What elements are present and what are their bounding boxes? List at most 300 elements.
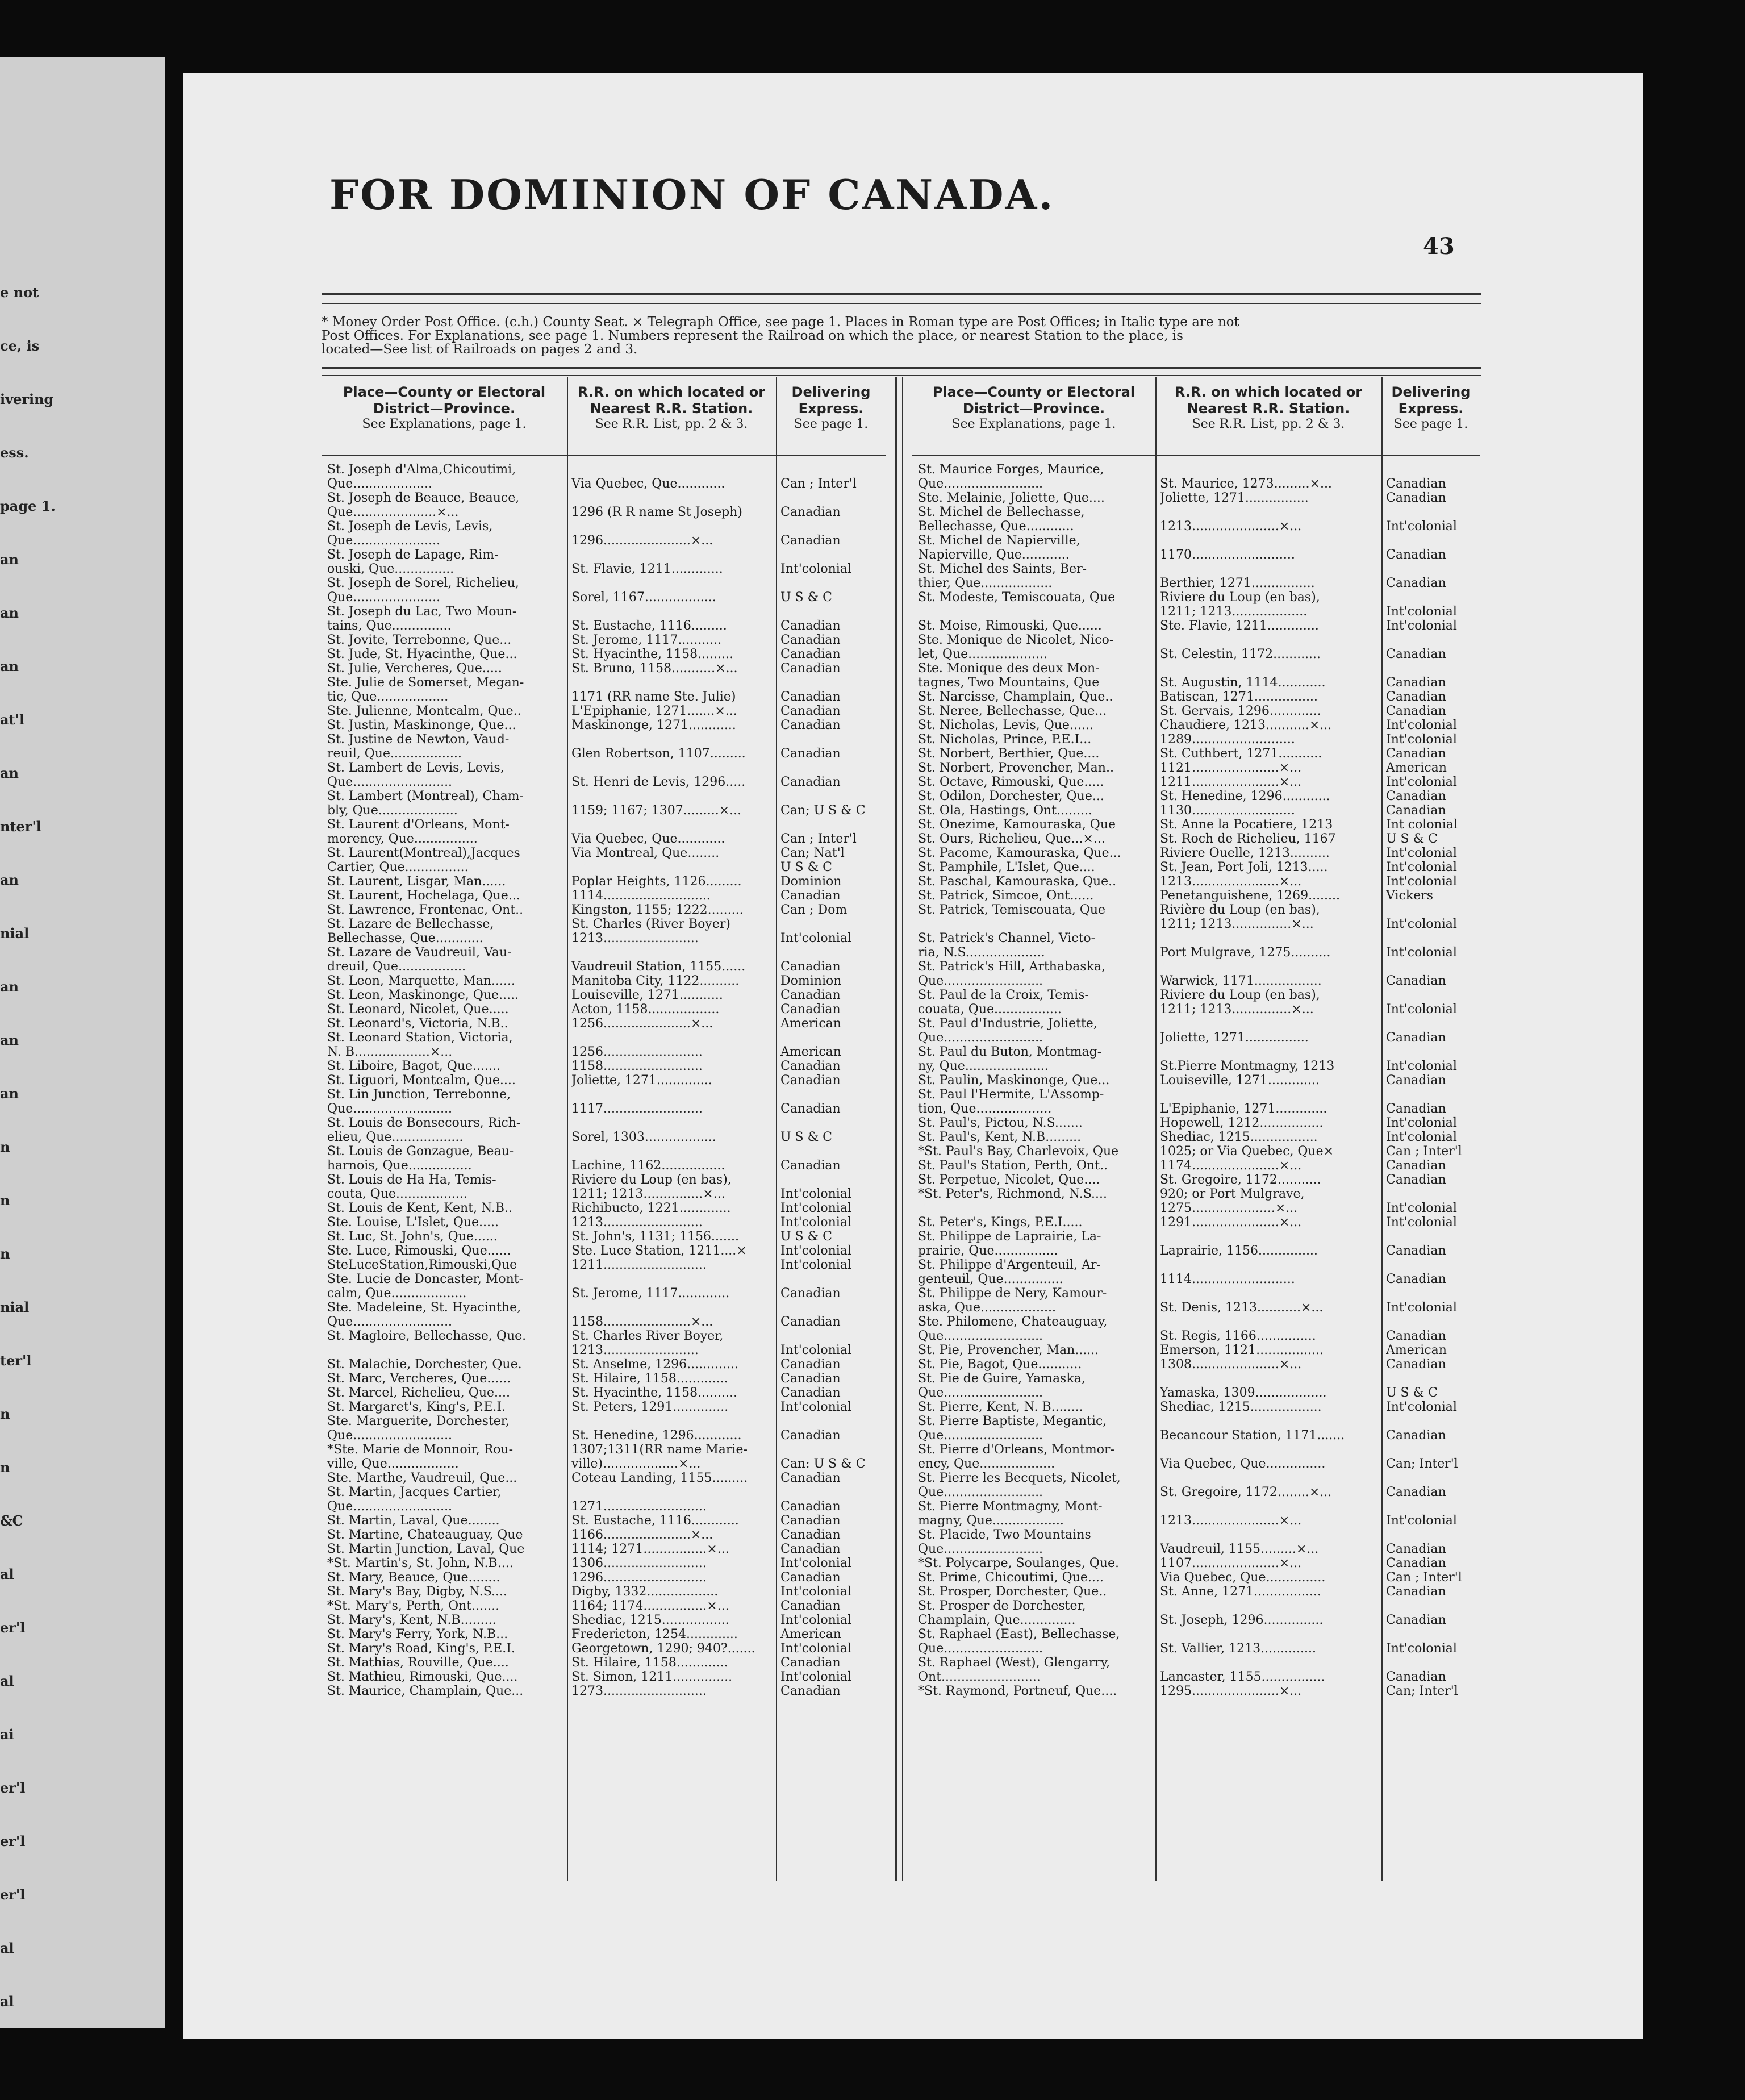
- header-rr: [567, 384, 776, 431]
- strip-fragment: al: [0, 1940, 14, 1956]
- place-cell: St. Joseph de Beauce, Beauce,: [327, 491, 520, 505]
- express-cell: Int'colonial: [1386, 1059, 1457, 1073]
- table-row: [912, 1570, 1480, 1585]
- railroad-cell: 1296..........................: [571, 1570, 707, 1585]
- place-cell: reuil, Que..................: [327, 747, 462, 761]
- place-cell: ville, Que..................: [327, 1457, 459, 1471]
- table-row: [322, 1116, 886, 1130]
- table-row: [912, 1627, 1480, 1641]
- strip-fragment: an: [0, 658, 19, 674]
- express-cell: Can ; Inter'l: [1386, 1144, 1462, 1159]
- place-cell: *St. Mary's, Perth, Ont.......: [327, 1599, 500, 1613]
- table-row: [912, 1542, 1480, 1556]
- place-cell: Bellechasse, Que............: [327, 931, 483, 945]
- railroad-cell: Berthier, 1271................: [1160, 576, 1315, 590]
- railroad-cell: 1296......................×...: [571, 534, 713, 548]
- table-row: [912, 1116, 1480, 1130]
- express-cell: Canadian: [780, 633, 841, 647]
- express-cell: Canadian: [780, 1471, 841, 1485]
- header-exp-line3: See page 1.: [794, 416, 869, 431]
- place-cell: St. Philippe d'Argenteuil, Ar-: [918, 1258, 1101, 1272]
- railroad-cell: Riviere du Loup (en bas),: [571, 1173, 732, 1187]
- railroad-cell: St. Gervais, 1296.............: [1160, 704, 1321, 718]
- express-cell: Can; Inter'l: [1386, 1457, 1458, 1471]
- table-row: [322, 1144, 886, 1159]
- strip-fragment: n: [0, 1245, 10, 1262]
- place-cell: ria, N.S....................: [918, 945, 1045, 960]
- table-row: [912, 903, 1480, 917]
- table-row: [912, 1031, 1480, 1045]
- express-cell: Int'colonial: [1386, 1301, 1457, 1315]
- express-cell: Canadian: [780, 747, 841, 761]
- railroad-cell: Joliette, 1271................: [1160, 491, 1309, 505]
- table-row: [912, 974, 1480, 988]
- strip-fragment: al: [0, 1993, 14, 2010]
- place-cell: Que.........................: [918, 1542, 1043, 1556]
- railroad-cell: Shediac, 1215.................: [1160, 1130, 1318, 1144]
- strip-fragment: page 1.: [0, 498, 56, 514]
- strip-fragment: an: [0, 978, 19, 995]
- railroad-cell: 1213........................: [571, 1343, 699, 1357]
- express-cell: Int'colonial: [1386, 775, 1457, 789]
- express-cell: Canadian: [780, 1428, 841, 1443]
- place-cell: St. Mathieu, Rimouski, Que....: [327, 1670, 518, 1684]
- table-row: [912, 1201, 1480, 1215]
- express-cell: U S & C: [780, 590, 833, 605]
- table-row: [912, 803, 1480, 818]
- railroad-cell: 1117.........................: [571, 1102, 703, 1116]
- express-cell: Canadian: [1386, 1585, 1446, 1599]
- place-cell: St. Justine de Newton, Vaud-: [327, 732, 510, 747]
- express-cell: Int'colonial: [780, 1215, 851, 1230]
- table-row: [912, 1073, 1480, 1088]
- table-row: [322, 945, 886, 960]
- express-cell: Canadian: [1386, 1031, 1446, 1045]
- place-cell: Que.........................: [918, 1428, 1043, 1443]
- table-row: [322, 534, 886, 548]
- place-cell: St. Joseph de Levis, Levis,: [327, 519, 493, 534]
- table-row: [322, 1599, 886, 1613]
- place-cell: *St. Polycarpe, Soulanges, Que.: [918, 1556, 1119, 1570]
- place-cell: Que.........................: [918, 974, 1043, 988]
- table-row: [912, 1499, 1480, 1514]
- table-row: [322, 505, 886, 519]
- header-exp-line2: Express.: [798, 400, 864, 416]
- railroad-cell: St. Maurice, 1273.........×...: [1160, 477, 1332, 491]
- table-row: [322, 732, 886, 747]
- place-cell: St. Norbert, Berthier, Que....: [918, 747, 1100, 761]
- express-cell: Int'colonial: [1386, 874, 1457, 889]
- express-cell: Int'colonial: [780, 1400, 851, 1414]
- place-cell: ency, Que...................: [918, 1457, 1055, 1471]
- table-row: [912, 562, 1480, 576]
- center-divider: [895, 377, 897, 1881]
- express-cell: Canadian: [1386, 1556, 1446, 1570]
- railroad-cell: Shediac, 1215..................: [1160, 1400, 1322, 1414]
- express-cell: Int'colonial: [780, 1201, 851, 1215]
- table-row: [322, 1443, 886, 1457]
- place-cell: St. Patrick, Temiscouata, Que: [918, 903, 1106, 917]
- table-row: [912, 605, 1480, 619]
- table-row: [912, 1400, 1480, 1414]
- railroad-cell: St. Jerome, 1117.............: [571, 1286, 730, 1301]
- place-cell: Ste. Marguerite, Dorchester,: [327, 1414, 510, 1428]
- express-cell: Canadian: [780, 1570, 841, 1585]
- table-row: [322, 974, 886, 988]
- express-cell: Int'colonial: [1386, 1215, 1457, 1230]
- table-row: [912, 1102, 1480, 1116]
- express-cell: Int'colonial: [1386, 1002, 1457, 1016]
- table-row: [912, 1144, 1480, 1159]
- place-cell: N. B...................×...: [327, 1045, 453, 1059]
- express-cell: Canadian: [1386, 803, 1446, 818]
- railroad-cell: 1158......................×...: [571, 1315, 713, 1329]
- place-cell: Que......................: [327, 590, 441, 605]
- header-rr-line3: See R.R. List, pp. 2 & 3.: [595, 416, 748, 431]
- place-cell: St. Pie de Guire, Yamaska,: [918, 1372, 1086, 1386]
- railroad-cell: St. Anselme, 1296.............: [571, 1357, 739, 1372]
- table-row: [912, 860, 1480, 874]
- table-row: [912, 1002, 1480, 1016]
- table-row: [322, 576, 886, 590]
- table-row: [912, 676, 1480, 690]
- header-express: [1381, 384, 1480, 431]
- railroad-cell: 1213......................×...: [1160, 874, 1302, 889]
- railroad-cell: 1114; 1271................×...: [571, 1542, 729, 1556]
- table-row: [912, 1329, 1480, 1343]
- table-row: [322, 1485, 886, 1499]
- railroad-cell: St. Eustache, 1116.........: [571, 619, 727, 633]
- place-cell: St. Paul de la Croix, Temis-: [918, 988, 1089, 1002]
- table-row: [912, 576, 1480, 590]
- place-cell: St. Pierre les Becquets, Nicolet,: [918, 1471, 1121, 1485]
- table-row: [912, 1173, 1480, 1187]
- table-row: [322, 761, 886, 775]
- railroad-cell: St. Henedine, 1296............: [1160, 789, 1330, 803]
- express-cell: Can; Nat'l: [780, 846, 845, 860]
- strip-fragment: al: [0, 1673, 14, 1689]
- table-row: [322, 1641, 886, 1656]
- strip-fragment: an: [0, 605, 19, 621]
- place-cell: St. Norbert, Provencher, Man..: [918, 761, 1114, 775]
- place-cell: dreuil, Que.................: [327, 960, 466, 974]
- header-place-line2: District—Province.: [373, 400, 516, 416]
- left-table: [322, 377, 886, 1881]
- place-cell: Ste. Philomene, Chateauguay,: [918, 1315, 1108, 1329]
- table-row: [322, 1556, 886, 1570]
- place-cell: tion, Que...................: [918, 1102, 1052, 1116]
- railroad-cell: 1158.........................: [571, 1059, 703, 1073]
- table-row: [322, 647, 886, 661]
- place-cell: elieu, Que..................: [327, 1130, 464, 1144]
- express-cell: Int'colonial: [780, 1258, 851, 1272]
- header-exp-line1: Delivering: [791, 384, 871, 400]
- place-cell: St. Paul l'Hermite, L'Assomp-: [918, 1088, 1104, 1102]
- place-cell: St. Lazare de Bellechasse,: [327, 917, 494, 931]
- place-cell: St. Liguori, Montcalm, Que....: [327, 1073, 516, 1088]
- table-row: [322, 676, 886, 690]
- express-cell: Canadian: [780, 1684, 841, 1698]
- header-exp-line3: See page 1.: [1393, 416, 1468, 431]
- express-cell: Canadian: [1386, 477, 1446, 491]
- place-cell: calm, Que...................: [327, 1286, 467, 1301]
- place-cell: *St. Peter's, Richmond, N.S....: [918, 1187, 1107, 1201]
- place-cell: St. Leon, Maskinonge, Que.....: [327, 988, 519, 1002]
- table-row: [912, 1301, 1480, 1315]
- table-row: [912, 1485, 1480, 1499]
- railroad-cell: 1211; 1213...............×...: [571, 1187, 725, 1201]
- railroad-cell: 1174......................×...: [1160, 1159, 1302, 1173]
- express-cell: Int'colonial: [1386, 1641, 1457, 1656]
- table-row: [912, 960, 1480, 974]
- railroad-cell: 1211; 1213...............×...: [1160, 917, 1314, 931]
- express-cell: Can ; Inter'l: [1386, 1570, 1462, 1585]
- railroad-cell: Via Quebec, Que...............: [1160, 1570, 1326, 1585]
- railroad-cell: 1211; 1213...............×...: [1160, 1002, 1314, 1016]
- express-cell: Canadian: [1386, 747, 1446, 761]
- place-cell: Que.........................: [918, 1031, 1043, 1045]
- place-cell: *St. Martin's, St. John, N.B....: [327, 1556, 514, 1570]
- strip-fragment: er'l: [0, 1619, 26, 1636]
- place-cell: *Ste. Marie de Monnoir, Rou-: [327, 1443, 514, 1457]
- railroad-cell: St. Hilaire, 1158.............: [571, 1656, 728, 1670]
- table-row: [322, 1343, 886, 1357]
- table-row: [912, 1613, 1480, 1627]
- place-cell: St. Joseph de Sorel, Richelieu,: [327, 576, 519, 590]
- express-cell: Canadian: [1386, 974, 1446, 988]
- table-row: [322, 590, 886, 605]
- express-cell: Int'colonial: [1386, 718, 1457, 732]
- table-row: [912, 1315, 1480, 1329]
- place-cell: Que.........................: [327, 1315, 453, 1329]
- railroad-cell: 1107......................×...: [1160, 1556, 1302, 1570]
- place-cell: St. Pierre Baptiste, Megantic,: [918, 1414, 1107, 1428]
- header-place: [912, 384, 1155, 431]
- railroad-cell: Acton, 1158..................: [571, 1002, 720, 1016]
- place-cell: St. Paul's, Pictou, N.S.......: [918, 1116, 1083, 1130]
- railroad-cell: 1213........................: [571, 931, 699, 945]
- header-rr: [1155, 384, 1381, 431]
- table-row: [322, 1230, 886, 1244]
- place-cell: harnois, Que................: [327, 1159, 472, 1173]
- place-cell: St. Pie, Bagot, Que...........: [918, 1357, 1082, 1372]
- railroad-cell: Lancaster, 1155................: [1160, 1670, 1325, 1684]
- express-cell: Int'colonial: [1386, 619, 1457, 633]
- place-cell: St. Octave, Rimouski, Que.....: [918, 775, 1104, 789]
- table-row: [322, 519, 886, 534]
- place-cell: St. Patrick, Simcoe, Ont......: [918, 889, 1094, 903]
- strip-fragment: ter'l: [0, 1352, 32, 1369]
- table-row: [912, 1372, 1480, 1386]
- place-cell: St. Pierre d'Orleans, Montmor-: [918, 1443, 1114, 1457]
- strip-fragment: er'l: [0, 1780, 26, 1796]
- railroad-cell: 1025; or Via Quebec, Que×: [1160, 1144, 1334, 1159]
- railroad-cell: Joliette, 1271..............: [571, 1073, 712, 1088]
- table-row: [322, 605, 886, 619]
- place-cell: St. Lawrence, Frontenac, Ont..: [327, 903, 524, 917]
- express-cell: Canadian: [1386, 676, 1446, 690]
- place-cell: St. Julie, Vercheres, Que.....: [327, 661, 502, 676]
- railroad-cell: Batiscan, 1271................: [1160, 690, 1318, 704]
- railroad-cell: Riviere du Loup (en bas),: [1160, 590, 1320, 605]
- express-cell: Canadian: [1386, 789, 1446, 803]
- place-cell: St. Pierre Montmagny, Mont-: [918, 1499, 1103, 1514]
- header-place-line1: Place—County or Electoral: [932, 384, 1135, 400]
- place-cell: Que.........................: [918, 477, 1043, 491]
- strip-fragment: nial: [0, 925, 30, 941]
- railroad-cell: Riviere Ouelle, 1213..........: [1160, 846, 1330, 860]
- railroad-cell: Glen Robertson, 1107.........: [571, 747, 746, 761]
- place-cell: St. Placide, Two Mountains: [918, 1528, 1091, 1542]
- express-cell: Canadian: [780, 1386, 841, 1400]
- table-row: [322, 704, 886, 718]
- table-row: [912, 477, 1480, 491]
- express-cell: American: [780, 1045, 841, 1059]
- railroad-cell: St. Anne, 1271.................: [1160, 1585, 1322, 1599]
- table-row: [912, 1357, 1480, 1372]
- express-cell: Canadian: [780, 1159, 841, 1173]
- express-cell: Canadian: [1386, 576, 1446, 590]
- express-cell: Int'colonial: [780, 1187, 851, 1201]
- place-cell: St. Louis de Gonzague, Beau-: [327, 1144, 514, 1159]
- place-cell: morency, Que................: [327, 832, 478, 846]
- header-express: [776, 384, 886, 431]
- express-cell: Canadian: [780, 1599, 841, 1613]
- table-row: [322, 1570, 886, 1585]
- place-cell: bly, Que....................: [327, 803, 458, 818]
- place-cell: St. Maurice Forges, Maurice,: [918, 463, 1104, 477]
- express-cell: American: [1386, 761, 1447, 775]
- table-row: [322, 860, 886, 874]
- table-row: [322, 1542, 886, 1556]
- table-row: [322, 803, 886, 818]
- place-cell: St. Joseph d'Alma,Chicoutimi,: [327, 463, 516, 477]
- header-exp-line1: Delivering: [1391, 384, 1471, 400]
- table-row: [322, 1215, 886, 1230]
- title-rule: [322, 293, 1481, 295]
- place-cell: *St. Paul's Bay, Charlevoix, Que: [918, 1144, 1119, 1159]
- table-row: [322, 1386, 886, 1400]
- railroad-cell: Port Mulgrave, 1275..........: [1160, 945, 1331, 960]
- railroad-cell: Manitoba City, 1122..........: [571, 974, 740, 988]
- center-divider-thin: [902, 377, 903, 1881]
- express-cell: Canadian: [1386, 548, 1446, 562]
- table-row: [322, 718, 886, 732]
- table-row: [912, 619, 1480, 633]
- table-row: [322, 1088, 886, 1102]
- table-row: [912, 1556, 1480, 1570]
- railroad-cell: 1159; 1167; 1307.........×...: [571, 803, 742, 818]
- table-row: [912, 832, 1480, 846]
- place-cell: St. Paschal, Kamouraska, Que..: [918, 874, 1117, 889]
- place-cell: St. Laurent(Montreal),Jacques: [327, 846, 520, 860]
- table-row: [912, 917, 1480, 931]
- table-row: [322, 1372, 886, 1386]
- express-cell: Int'colonial: [1386, 1130, 1457, 1144]
- strip-fragment: an: [0, 765, 19, 781]
- table-row: [322, 1286, 886, 1301]
- table-row: [912, 1088, 1480, 1102]
- railroad-cell: 1211; 1213...................: [1160, 605, 1308, 619]
- express-cell: Int'colonial: [780, 1343, 851, 1357]
- place-cell: St. Michel de Bellechasse,: [918, 505, 1085, 519]
- railroad-cell: Vaudreuil, 1155.........×...: [1160, 1542, 1319, 1556]
- table-row: [322, 889, 886, 903]
- railroad-cell: St. Simon, 1211...............: [571, 1670, 733, 1684]
- railroad-cell: St. Eustache, 1116............: [571, 1514, 739, 1528]
- strip-fragment: ivering: [0, 391, 54, 407]
- express-cell: Canadian: [780, 704, 841, 718]
- table-row: [912, 1585, 1480, 1599]
- railroad-cell: Louiseville, 1271...........: [571, 988, 723, 1002]
- railroad-cell: L'Epiphanie, 1271.............: [1160, 1102, 1327, 1116]
- express-cell: Int'colonial: [1386, 1116, 1457, 1130]
- railroad-cell: St. Denis, 1213...........×...: [1160, 1301, 1324, 1315]
- express-cell: Dominion: [780, 974, 842, 988]
- place-cell: St. Philippe de Nery, Kamour-: [918, 1286, 1107, 1301]
- express-cell: Canadian: [1386, 1357, 1446, 1372]
- place-cell: Que....................: [327, 477, 433, 491]
- express-cell: Canadian: [1386, 690, 1446, 704]
- railroad-cell: 1213.........................: [571, 1215, 703, 1230]
- table-row: [322, 874, 886, 889]
- table-row: [912, 1599, 1480, 1613]
- table-row: [322, 917, 886, 931]
- table-row: [912, 874, 1480, 889]
- table-row: [912, 1272, 1480, 1286]
- table-row: [322, 1016, 886, 1031]
- place-cell: Ste. Lucie de Doncaster, Mont-: [327, 1272, 524, 1286]
- railroad-cell: Shediac, 1215.................: [571, 1613, 729, 1627]
- railroad-cell: St. Regis, 1166...............: [1160, 1329, 1316, 1343]
- place-cell: Ste. Monique de Nicolet, Nico-: [918, 633, 1114, 647]
- place-cell: Ste. Luce, Rimouski, Que......: [327, 1244, 511, 1258]
- place-cell: ouski, Que...............: [327, 562, 454, 576]
- railroad-cell: Warwick, 1171.................: [1160, 974, 1322, 988]
- place-cell: St. Mathias, Rouville, Que....: [327, 1656, 509, 1670]
- table-row: [912, 1641, 1480, 1656]
- railroad-cell: St. Joseph, 1296...............: [1160, 1613, 1324, 1627]
- express-cell: Int'colonial: [1386, 1400, 1457, 1414]
- table-row: [322, 1400, 886, 1414]
- express-cell: Canadian: [780, 619, 841, 633]
- place-cell: St. Jude, St. Hyacinthe, Que...: [327, 647, 517, 661]
- place-cell: St. Jovite, Terrebonne, Que...: [327, 633, 512, 647]
- railroad-cell: 1306..........................: [571, 1556, 707, 1570]
- place-cell: St. Lin Junction, Terrebonne,: [327, 1088, 511, 1102]
- railroad-cell: Fredericton, 1254.............: [571, 1627, 738, 1641]
- express-cell: Canadian: [780, 1499, 841, 1514]
- railroad-cell: Richibucto, 1221.............: [571, 1201, 731, 1215]
- express-cell: Canadian: [1386, 1428, 1446, 1443]
- title-rule-thin: [322, 303, 1481, 304]
- table-row: [912, 1258, 1480, 1272]
- header-exp-line2: Express.: [1398, 400, 1464, 416]
- right-table: [912, 377, 1480, 1881]
- strip-fragment: er'l: [0, 1833, 26, 1849]
- table-row: [322, 463, 886, 477]
- header-rr-line1: R.R. on which located or: [577, 384, 766, 400]
- table-row: [912, 1187, 1480, 1201]
- place-cell: Que.........................: [327, 1428, 453, 1443]
- express-cell: Can ; Dom: [780, 903, 848, 917]
- express-cell: Can; Inter'l: [1386, 1684, 1458, 1698]
- table-row: [322, 491, 886, 505]
- express-cell: Int'colonial: [780, 1670, 851, 1684]
- table-row: [322, 1201, 886, 1215]
- place-cell: St. Pie, Provencher, Man......: [918, 1343, 1099, 1357]
- express-cell: American: [1386, 1343, 1447, 1357]
